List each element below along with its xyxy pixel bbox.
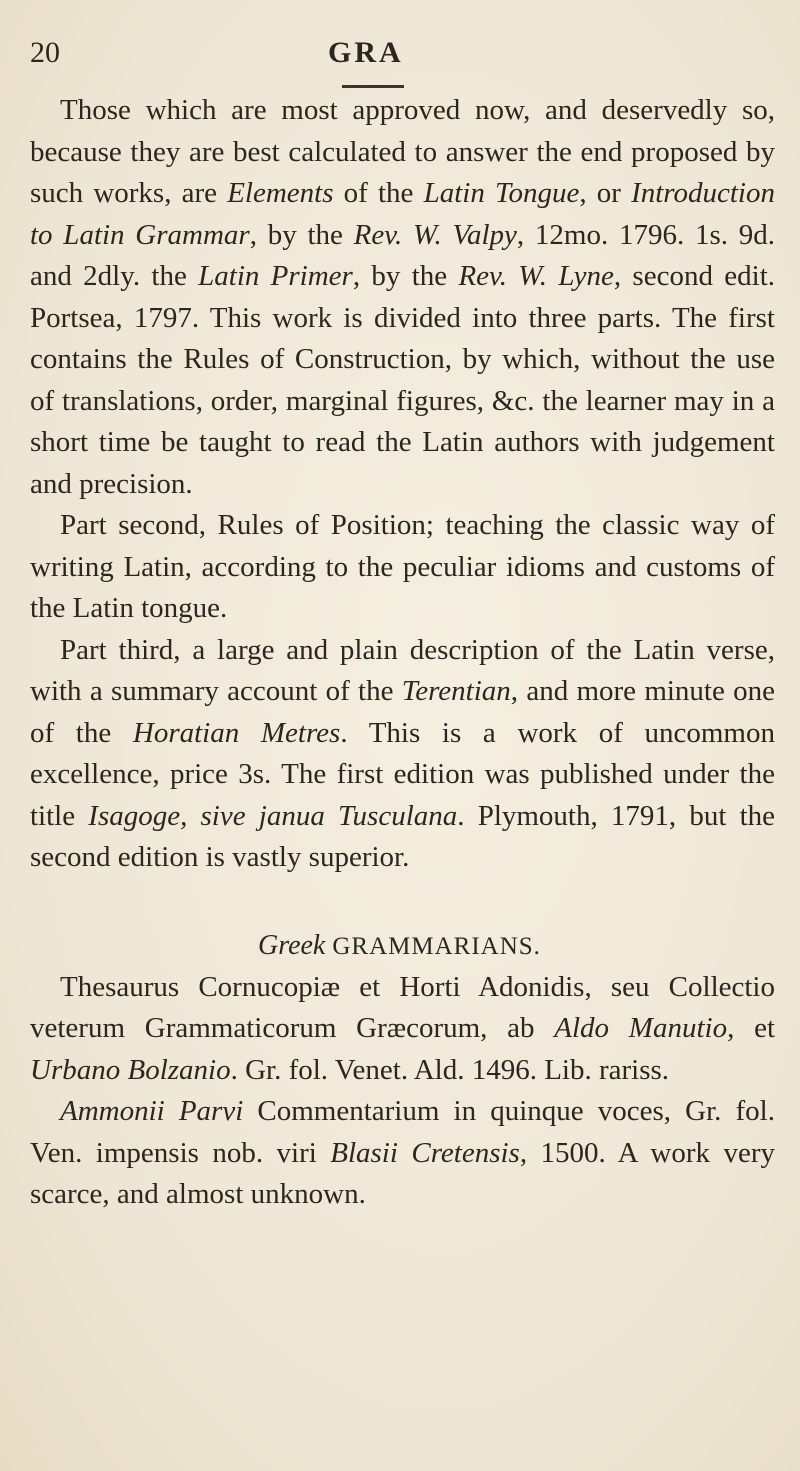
italic-text: Blasii Cretensis <box>330 1136 520 1169</box>
text-run: Commentarium in quinque voces, Gr. fol. Ven. impensis nob. viri <box>30 1095 775 1169</box>
paragraph-part-third <box>30 630 775 879</box>
section-heading-italic: Greek <box>258 929 326 961</box>
text-run: . Plymouth, 1791, but the second edition is vastly superior. <box>30 799 775 873</box>
italic-text: Horatian Metres <box>132 716 341 749</box>
text-run: Thesaurus Cornucopiæ et Horti Adonidis, seu Collectio veterum Grammaticorum Græcorum, ab <box>30 970 775 1044</box>
text-run: , by the <box>249 218 354 251</box>
italic-text: Latin Primer <box>198 260 353 292</box>
italic-text: Rev. W. Lyne <box>458 260 614 292</box>
text-run: . Gr. fol. Venet. Ald. 1496. Lib. rariss. <box>230 1053 670 1086</box>
italic-text: Terentian <box>401 675 511 707</box>
text-run: . This is a work of uncommon excellence, price 3s. The first edition was published under the title <box>30 716 775 832</box>
text-run: Those which are most approved now, and deservedly so, because they are best calculated to answer the end proposed by such works, are <box>30 94 775 209</box>
entry-ammonius <box>30 1091 775 1216</box>
text-run: , 1500. A work very scarce, and almost unknown. <box>30 1136 775 1210</box>
text-run: , and more minute one of the <box>30 675 776 749</box>
text-run: , by the <box>352 260 459 292</box>
italic-text: Ammonii Parvi <box>60 1095 244 1127</box>
italic-text: Rev. W. Valpy <box>353 218 517 251</box>
paragraph-part-second <box>30 505 775 630</box>
text-run: , et <box>727 1012 775 1044</box>
italic-text: Elements <box>227 177 334 209</box>
italic-text: Isagoge, sive janua Tusculana <box>88 799 458 832</box>
page-header <box>0 36 800 76</box>
header-rule <box>342 85 404 88</box>
page-body <box>30 90 775 1216</box>
paragraph-elements <box>30 90 775 505</box>
italic-text: Introduction to Latin Grammar <box>30 177 775 251</box>
running-head: GRA <box>328 36 404 69</box>
italic-text: Urbano Bolzanio <box>30 1053 231 1086</box>
entry-thesaurus <box>30 967 775 1092</box>
section-heading-smallcaps: GRAMMARIANS. <box>332 932 541 960</box>
text-run: Part second, Rules of Position; teaching the classic way of writing Latin, according to the peculiar idioms and customs of the Latin tongue. <box>30 509 775 624</box>
page-number: 20 <box>30 36 60 69</box>
text-run: Part third, a large and plain description of the Latin verse, with a summary account of the <box>30 633 775 707</box>
italic-text: Latin Tongue <box>423 177 580 209</box>
text-run: , second edit. Portsea, 1797. This work is divided into three parts. The first contains the Rules of Construction, by which, without the use of translations, order, marginal figures, &c. the learner may in a short time be taught to read the Latin authors with judgement and precision. <box>30 260 775 500</box>
text-run: , or <box>579 177 632 209</box>
text-run: , 12mo. 1796. 1s. 9d. and 2dly. the <box>30 218 776 292</box>
section-heading <box>30 925 775 967</box>
text-run: of the <box>333 177 424 209</box>
italic-text: Aldo Manutio <box>554 1012 728 1044</box>
